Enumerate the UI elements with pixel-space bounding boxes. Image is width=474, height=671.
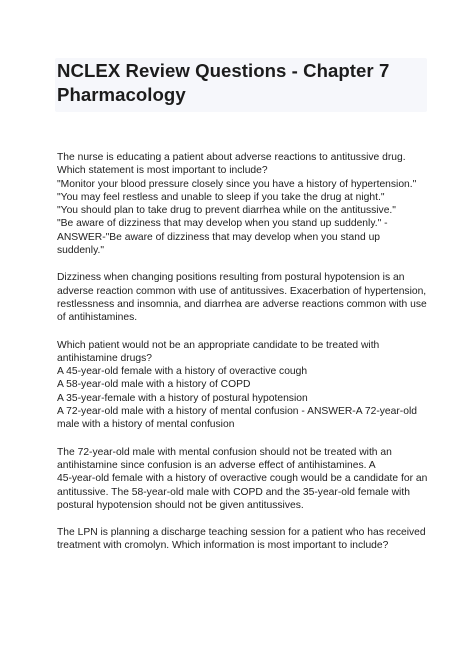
text-line: Which statement is most important to include? [57,165,268,177]
text-line: The 72-year-old male with mental confusion should not be treated with an [57,446,392,458]
question-2 [57,339,437,432]
answer-line: ANSWER-"Be aware of dizziness that may develop when you stand up [57,231,381,243]
title-line: Pharmacology [57,84,186,105]
answer-option: A 35-year-female with a history of postural hypotension [57,392,308,404]
text-line: postural hypotension should not be given antitussives. [57,499,304,511]
text-line: The nurse is educating a patient about adverse reactions to antitussive drug. [57,152,406,163]
answer-line: suddenly." [57,245,104,257]
rationale-2 [57,446,437,512]
text-line: antitussive. The 58-year-old male with COPD and the 35-year-old female with [57,486,410,498]
question-1 [57,151,437,257]
document-body [57,151,437,567]
text-line: The LPN is planning a discharge teaching session for a patient who has received [57,527,426,539]
text-line: of antihistamines. [57,312,138,324]
answer-option: A 45-year-old female with a history of overactive cough [57,366,308,378]
text-line: restlessness and insomnia, and diarrhea are adverse reactions common with use [57,298,427,310]
text-line: antihistamine drugs? [57,352,153,364]
rationale-1 [57,271,437,324]
answer-option: A 72-year-old male with a history of mental confusion - ANSWER-A 72-year-old [57,406,417,418]
answer-option: "You may feel restless and unable to sleep if you take the drug at night." [57,191,385,203]
answer-option: "Monitor your blood pressure closely since you have a history of hypertension." [57,178,417,190]
text-line: antihistamine since confusion is an adverse effect of antihistamines. A [57,459,376,471]
question-3 [57,526,437,553]
document-title [57,59,427,107]
title-line: NCLEX Review Questions - Chapter 7 [57,60,390,81]
text-line: Dizziness when changing positions resulting from postural hypotension is an [57,272,405,284]
text-line: 45-year-old female with a history of overactive cough would be a candidate for an [57,473,428,485]
text-line: adverse reaction common with use of antitussives. Exacerbation of hypertension, [57,285,427,297]
answer-line: male with a history of mental confusion [57,419,235,431]
text-line: treatment with cromolyn. Which information is most important to include? [57,540,389,552]
text-line: Which patient would not be an appropriate candidate to be treated with [57,339,380,351]
answer-option: "You should plan to take drug to prevent diarrhea while on the antitussive." [57,205,396,217]
answer-option: "Be aware of dizziness that may develop when you stand up suddenly." - [57,218,388,230]
answer-option: A 58-year-old male with a history of COPD [57,379,251,391]
